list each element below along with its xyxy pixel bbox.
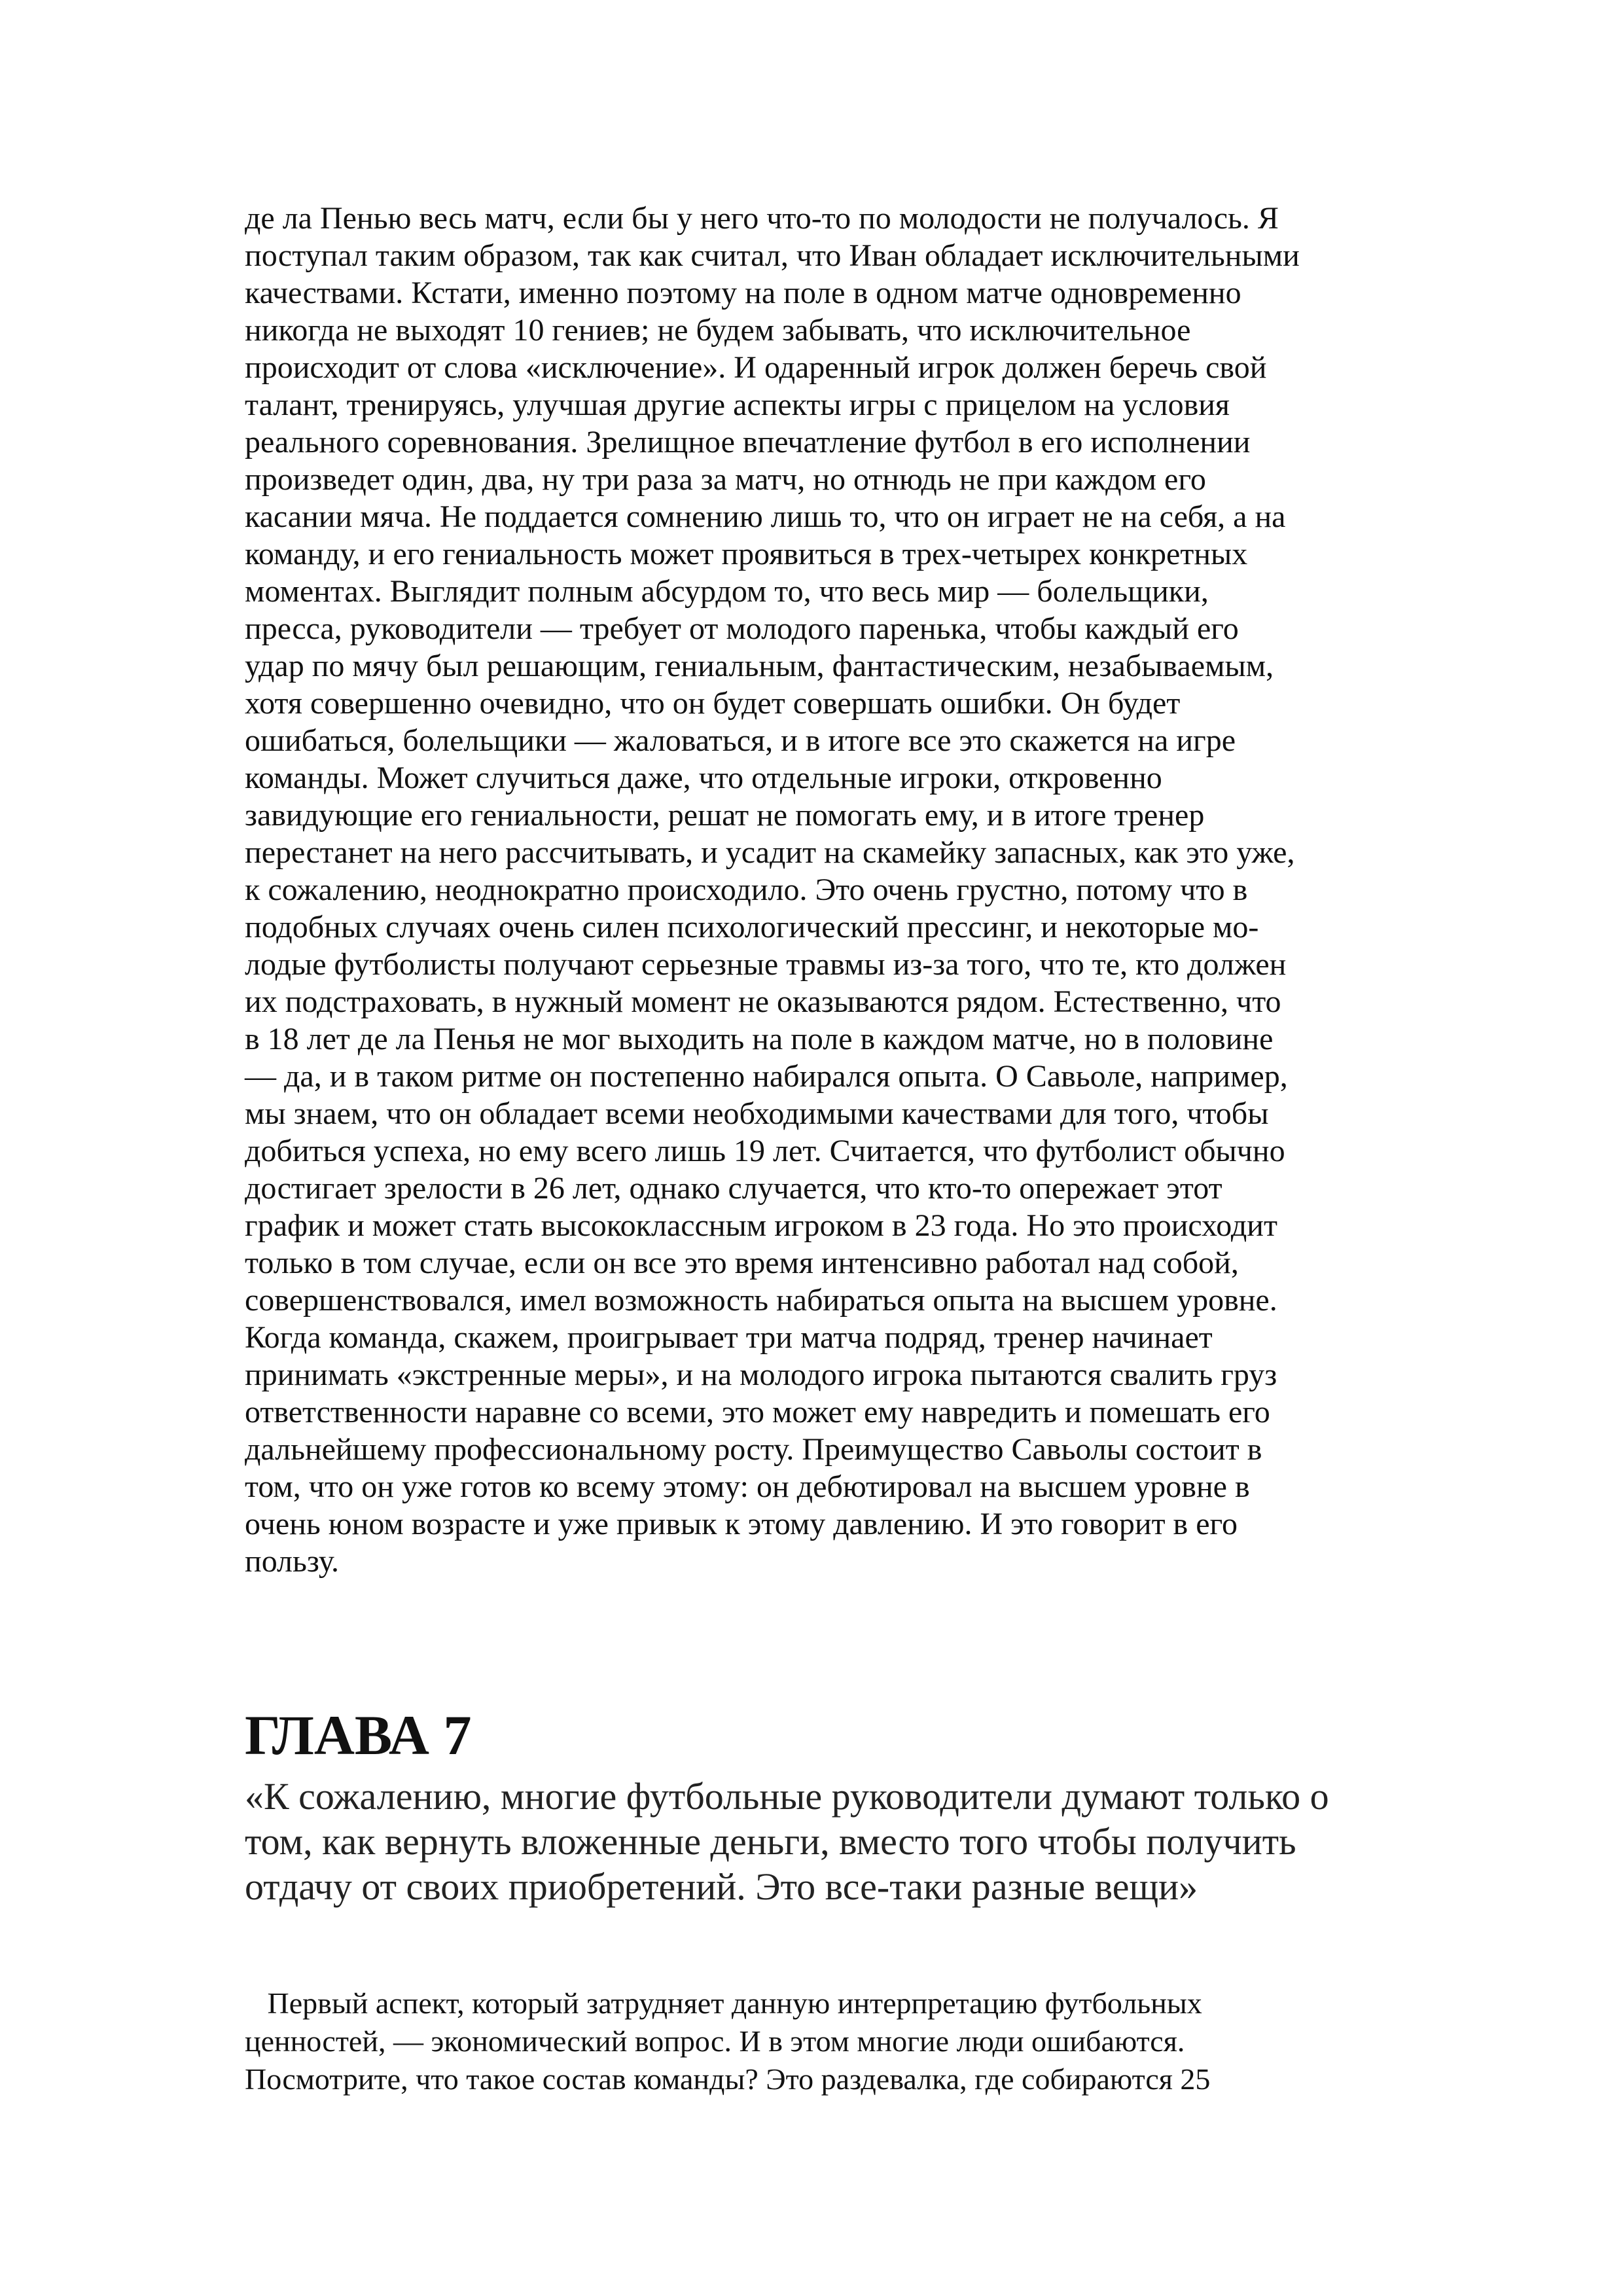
body-line-33: ответственности наравне со всеми, это может ему навредить и помешать его <box>245 1395 1270 1429</box>
body-line-14: хотя совершенно очевидно, что он будет совершать ошибки. Он будет <box>245 686 1181 721</box>
epigraph-line-3: отдачу от своих приобретений. Это все-таки разные вещи» <box>245 1865 1198 1908</box>
body-line-30: совершенствовался, имел возможность набираться опыта на высшем уровне. <box>245 1283 1277 1318</box>
body-line-18: перестанет на него рассчитывать, и усадит на скамейку запасных, как это уже, <box>245 835 1295 870</box>
body-line-6: талант, тренируясь, улучшая другие аспекты игры с прицелом на условия <box>245 387 1230 422</box>
body-line-27: достигает зрелости в 26 лет, однако случается, что кто-то опережает этот <box>245 1171 1222 1206</box>
body-line-9: касании мяча. Не поддается сомнению лишь то, что он играет не на себя, а на <box>245 499 1286 534</box>
body-line-1: де ла Пенью весь матч, если бы у него что-то по молодости не получалось. Я <box>245 201 1279 236</box>
body-line-13: удар по мячу был решающим, гениальным, фантастическим, незабываемым, <box>245 649 1274 683</box>
body-line-36: очень юном возрасте и уже привык к этому давлению. И это говорит в его <box>245 1507 1238 1541</box>
body-line-37: пользу. <box>245 1544 340 1579</box>
body-line-4: никогда не выходят 10 гениев; не будем забывать, что исключительное <box>245 313 1191 348</box>
body-line-25: мы знаем, что он обладает всеми необходимыми качествами для того, чтобы <box>245 1096 1269 1131</box>
body-line-17: завидующие его гениальности, решат не помогать ему, и в итоге тренер <box>245 798 1205 833</box>
epigraph-line-2: том, как вернуть вложенные деньги, вместо того чтобы получить <box>245 1820 1296 1863</box>
paragraph-line-1: Первый аспект, который затрудняет данную интерпретацию футбольных <box>245 1986 1202 2020</box>
body-line-2: поступал таким образом, так как считал, что Иван обладает исключительными <box>245 238 1300 273</box>
body-line-8: произведет один, два, ну три раза за матч, но отнюдь не при каждом его <box>245 462 1206 497</box>
body-line-23: в 18 лет де ла Пенья не мог выходить на поле в каждом матче, но в половине <box>245 1022 1274 1056</box>
body-line-3: качествами. Кстати, именно поэтому на поле в одном матче одновременно <box>245 276 1241 310</box>
body-line-28: график и может стать высококлассным игроком в 23 года. Но это происходит <box>245 1208 1277 1243</box>
body-line-12: пресса, руководители — требует от молодого паренька, чтобы каждый его <box>245 611 1239 646</box>
epigraph-line-1: «К сожалению, многие футбольные руководители думают только о <box>245 1775 1329 1818</box>
body-line-11: моментах. Выглядит полным абсурдом то, что весь мир — болельщики, <box>245 574 1209 609</box>
body-line-7: реального соревнования. Зрелищное впечатление футбол в его исполнении <box>245 425 1251 459</box>
body-line-19: к сожалению, неоднократно происходило. Это очень грустно, потому что в <box>245 872 1248 907</box>
paragraph-line-2: ценностей, — экономический вопрос. И в этом многие люди ошибаются. <box>245 2024 1185 2058</box>
body-line-21: лодые футболисты получают серьезные травмы из-за того, что те, кто должен <box>245 947 1287 982</box>
body-line-34: дальнейшему профессиональному росту. Преимущество Савьолы состоит в <box>245 1432 1262 1467</box>
paragraph-line-3: Посмотрите, что такое состав команды? Это раздевалка, где собираются 25 <box>245 2062 1211 2096</box>
body-line-20: подобных случаях очень силен психологический прессинг, и некоторые мо- <box>245 910 1259 944</box>
body-line-29: только в том случае, если он все это время интенсивно работал над собой, <box>245 1246 1239 1280</box>
body-line-32: принимать «экстренные меры», и на молодого игрока пытаются свалить груз <box>245 1357 1277 1392</box>
body-line-16: команды. Может случиться даже, что отдельные игроки, откровенно <box>245 761 1162 795</box>
body-line-31: Когда команда, скажем, проигрывает три матча подряд, тренер начинает <box>245 1320 1213 1355</box>
body-line-26: добиться успеха, но ему всего лишь 19 лет. Считается, что футболист обычно <box>245 1134 1285 1168</box>
body-line-35: том, что он уже готов ко всему этому: он дебютировал на высшем уровне в <box>245 1469 1250 1504</box>
body-line-22: их подстраховать, в нужный момент не оказываются рядом. Естественно, что <box>245 984 1281 1019</box>
chapter-title: ГЛАВА 7 <box>245 1704 472 1767</box>
body-line-15: ошибаться, болельщики — жаловаться, и в итоге все это скажется на игре <box>245 723 1236 758</box>
body-line-5: происходит от слова «исключение». И одаренный игрок должен беречь свой <box>245 350 1267 385</box>
body-line-10: команду, и его гениальность может проявиться в трех-четырех конкретных <box>245 537 1248 571</box>
body-line-24: — да, и в таком ритме он постепенно набирался опыта. О Савьоле, например, <box>245 1059 1288 1094</box>
